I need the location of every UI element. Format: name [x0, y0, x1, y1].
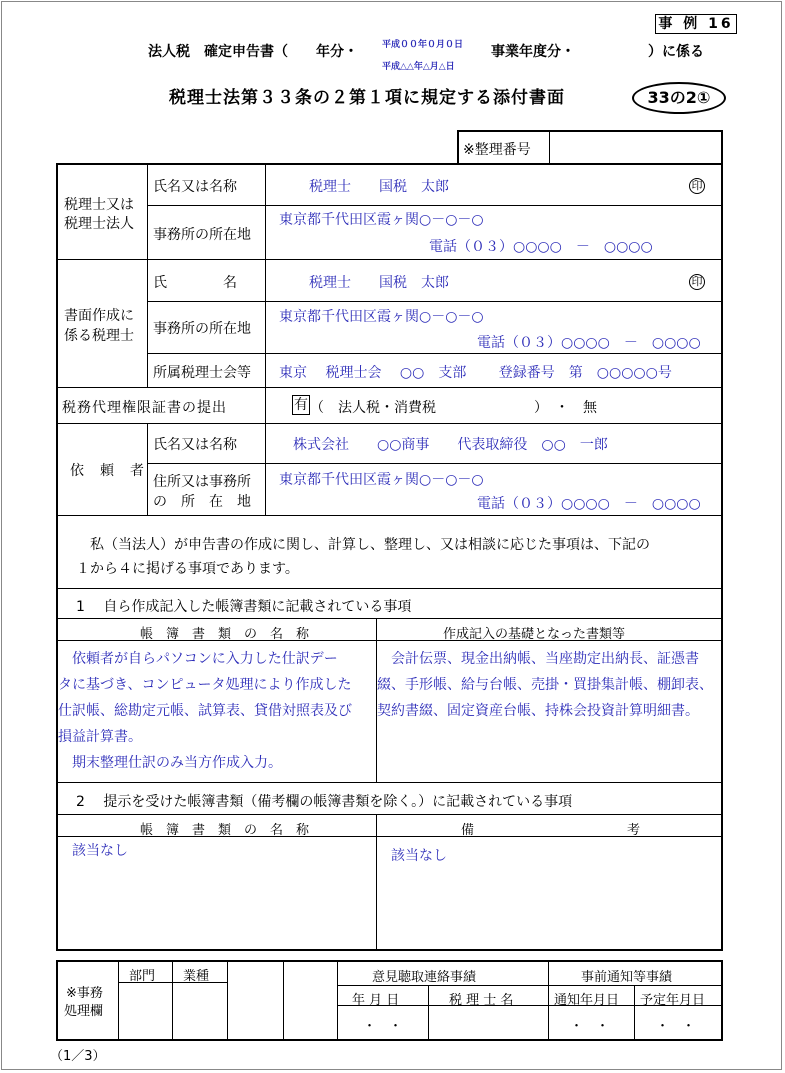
tax-accountant-label-1: 税理士又は — [64, 197, 134, 213]
tax-accountant-address-label: 事務所の所在地 — [153, 227, 251, 243]
tax-accountant-label-2: 税理士法人 — [64, 216, 134, 232]
section1-left-line: 期末整理仕訳のみ当方作成入力。 — [58, 755, 282, 771]
form-badge: 33の2① — [632, 82, 726, 114]
office-use-label-2: 処理欄 — [64, 1004, 104, 1019]
preparer-address-label: 事務所の所在地 — [153, 321, 251, 337]
section1-left-line: 仕訳帳、総勘定元帳、試算表、貸借対照表及び — [58, 703, 352, 719]
hearing-col: 意見聴取連絡事績 — [372, 970, 477, 985]
section2-left-value[interactable]: 該当なし — [58, 843, 128, 859]
preparer-name-label: 氏 名 — [153, 275, 237, 291]
page-number: （1／3） — [50, 1049, 106, 1064]
client-phone[interactable]: 電話（０３）○○○○ － ○○○○ — [477, 496, 701, 512]
client-address-value[interactable]: 東京都千代田区霞ヶ関○－○－○ — [279, 472, 484, 488]
section1-col-right: 作成記入の基礎となった書類等 — [443, 627, 626, 642]
preparer-assoc-label: 所属税理士会等 — [153, 365, 251, 381]
period-end-date: 平成△△年△月△日 — [382, 62, 455, 72]
section2-col-left: 帳 簿 書 類 の 名 称 — [140, 823, 310, 838]
preparer-assoc-value[interactable]: 東京 税理士会 ○○ 支部 登録番号 第 ○○○○○号 — [279, 365, 672, 381]
tax-accountant-phone[interactable]: 電話（０３）○○○○ － ○○○○ — [429, 239, 653, 255]
section2-col-remarks-a: 備 — [461, 823, 475, 838]
scheduled-date-dots: ・ ・ — [656, 1019, 696, 1034]
return-type-mid: 事業年度分・ — [491, 44, 575, 60]
section1-heading: 1 自ら作成記入した帳簿書類に記載されている事項 — [76, 599, 412, 615]
tax-accountant-name-label: 氏名又は名称 — [153, 179, 237, 195]
client-name-value[interactable]: 株式会社 ○○商事 代表取締役 ○○ 一郎 — [293, 437, 608, 453]
hearing-date-dots: ・ ・ — [363, 1019, 403, 1034]
notice-date-col: 通知年月日 — [554, 993, 620, 1008]
section1-left-line: 依頼者が自らパソコンに入力した仕訳デー — [58, 651, 338, 667]
notice-col: 事前通知等事績 — [581, 970, 673, 985]
notice-date-dots: ・ ・ — [570, 1019, 610, 1034]
page-title: 税理士法第３３条の２第１項に規定する添付書面 — [169, 88, 565, 108]
section2-col-remarks-b: 考 — [627, 823, 641, 838]
industry-col: 業種 — [183, 969, 210, 984]
case-label: 事 例 16 — [655, 14, 737, 34]
seal-icon: 印 — [689, 274, 705, 290]
dept-col: 部門 — [129, 969, 156, 984]
preparer-address-value[interactable]: 東京都千代田区霞ヶ関○－○－○ — [279, 309, 484, 325]
ref-number-label: ※整理番号 — [463, 142, 531, 158]
proxy-detail: （ 法人税・消費税 ） ・ 無 — [310, 400, 597, 416]
section1-left-line: 損益計算書。 — [58, 729, 142, 745]
date-col: 年 月 日 — [352, 993, 400, 1008]
section1-right-line: 綴、手形帳、給与台帳、売掛・買掛集計帳、棚卸表、 — [377, 677, 713, 693]
scheduled-date-col: 予定年月日 — [640, 993, 706, 1008]
statement-line-1: 私（当法人）が申告書の作成に関し、計算し、整理し、又は相談に応じた事項は、下記の — [90, 537, 650, 553]
tax-accountant-address-value[interactable]: 東京都千代田区霞ヶ関○－○－○ — [279, 212, 484, 228]
preparer-name-value[interactable]: 税理士 国税 太郎 — [309, 275, 449, 291]
seal-icon: 印 — [689, 178, 705, 194]
office-use-label-1: ※事務 — [66, 986, 103, 1001]
period-start-date: 平成００年０月０日 — [382, 40, 464, 50]
client-address-label-1: 住所又は事務所 — [153, 474, 251, 490]
section2-right-value[interactable]: 該当なし — [377, 848, 447, 864]
client-address-label-2: の 所 在 地 — [153, 494, 251, 510]
preparer-phone[interactable]: 電話（０３）○○○○ － ○○○○ — [477, 335, 701, 351]
section1-right-line: 契約書綴、固定資産台帳、持株会投資計算明細書。 — [377, 703, 699, 719]
section1-right-line: 会計伝票、現金出納帳、当座勘定出納長、証憑書 — [377, 651, 699, 667]
client-label: 依 頼 者 — [70, 463, 145, 479]
section1-col-left: 帳 簿 書 類 の 名 称 — [140, 627, 310, 642]
preparer-label-1: 書面作成に — [64, 308, 134, 324]
return-type-prefix: 法人税 確定申告書（ 年分・ — [148, 44, 358, 60]
client-name-label: 氏名又は名称 — [153, 437, 237, 453]
section2-heading: 2 提示を受けた帳簿書類（備考欄の帳簿書類を除く。）に記載されている事項 — [76, 794, 573, 810]
tax-accountant-name-value[interactable]: 税理士 国税 太郎 — [309, 179, 449, 195]
accountant-col: 税 理 士 名 — [449, 993, 514, 1008]
statement-line-2: １から４に掲げる事項であります。 — [76, 561, 299, 577]
section1-left-line: タに基づき、コンピュータ処理により作成した — [58, 677, 352, 693]
proxy-yes-checkbox[interactable]: 有 — [294, 397, 308, 413]
return-type-suffix: ）に係る — [648, 44, 704, 60]
preparer-label-2: 係る税理士 — [64, 328, 134, 344]
proxy-label: 税務代理権限証書の提出 — [62, 400, 227, 416]
